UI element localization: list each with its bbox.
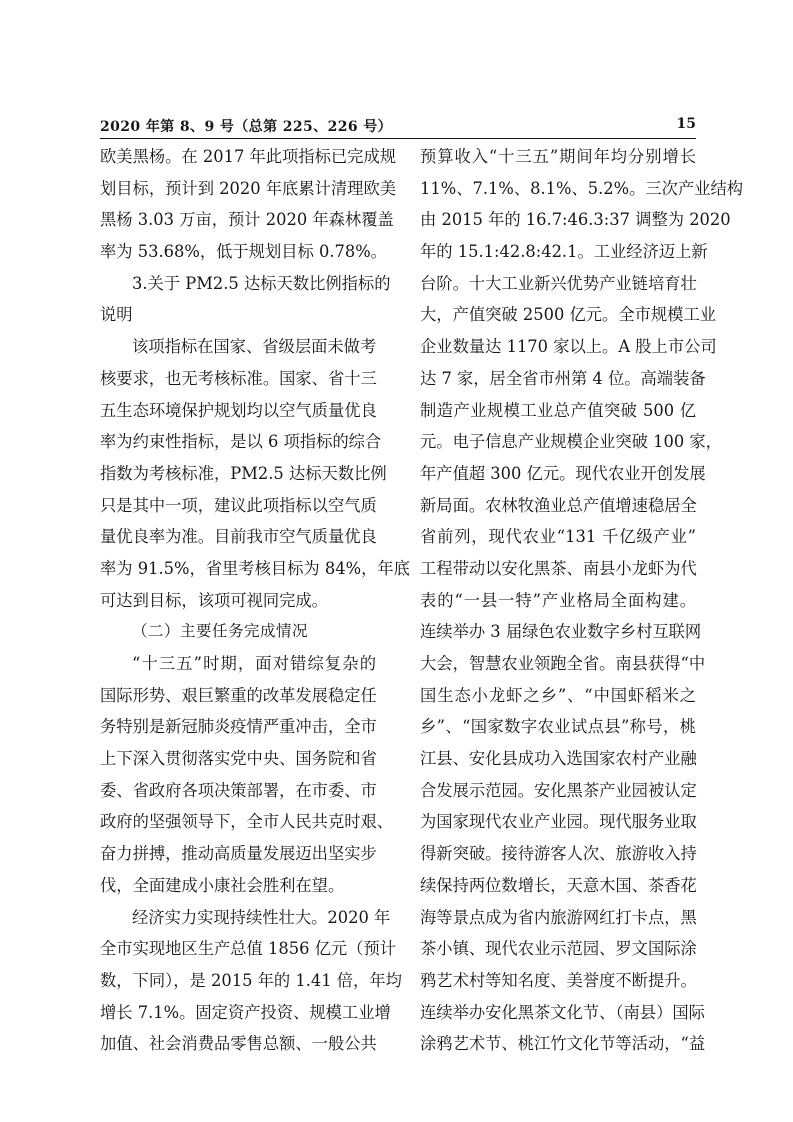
issue-label: 2020 年第 8、9 号（总第 225、226 号） xyxy=(100,119,393,135)
text-line: 由 2015 年的 16.7:46.3:37 调整为 2020 xyxy=(420,210,731,230)
text-line: 全市实现地区生产总值 1856 亿元（预计 xyxy=(100,939,397,959)
text-line: 制造产业规模工业总产值突破 500 亿 xyxy=(420,400,696,420)
text-line: 五生态环境保护规划均以空气质量优良 xyxy=(100,400,377,420)
text-line: 增长 7.1%。固定资产投资、规模工业增 xyxy=(100,1002,391,1022)
text-line: 3.关于 PM2.5 达标天数比例指标的 xyxy=(132,273,391,293)
text-line: 务特别是新冠肺炎疫情严重冲击，全市 xyxy=(100,717,377,737)
text-line: 率为约束性指标，是以 6 项指标的综合 xyxy=(100,432,382,452)
text-line: 为国家现代农业产业园。现代服务业取 xyxy=(420,812,697,832)
text-line: 经济实力实现持续性壮大。2020 年 xyxy=(132,907,391,927)
text-line: 加值、社会消费品零售总额、一般公共 xyxy=(100,1034,377,1054)
text-line: 只是其中一项，建议此项指标以空气质 xyxy=(100,495,377,515)
text-line: 量优良率为准。目前我市空气质量优良 xyxy=(100,527,377,547)
text-line: 表的“一县一特”产业格局全面构建。 xyxy=(420,590,696,610)
section-subheading: （二）主要任务完成情况 xyxy=(132,622,309,641)
text-line: 伐，全面建成小康社会胜利在望。 xyxy=(100,875,345,895)
text-line: 说明 xyxy=(100,305,133,325)
text-line: 划目标，预计到 2020 年底累计清理欧美 xyxy=(100,178,397,198)
text-line: 鸦艺术村等知名度、美誉度不断提升。 xyxy=(420,970,697,990)
text-line: 海等景点成为省内旅游网红打卡点，黑 xyxy=(420,907,697,927)
text-line: 年的 15.1:42.8:42.1。工业经济迈上新 xyxy=(420,242,708,262)
text-line: “十三五”时期，面对错综复杂的 xyxy=(132,654,376,673)
text-line: 年产值超 300 亿元。现代农业开创发展 xyxy=(420,463,706,483)
text-line: 合发展示范园。安化黑茶产业园被认定 xyxy=(420,780,697,800)
text-line: 江县、安化县成功入选国家农村产业融 xyxy=(420,749,697,769)
text-line: 茶小镇、现代农业示范园、罗文国际涂 xyxy=(420,939,697,959)
text-line: 11%、7.1%、8.1%、5.2%。三次产业结构 xyxy=(420,178,744,198)
left-column xyxy=(100,141,410,1060)
text-line: 大会，智慧农业领跑全省。南县获得“中 xyxy=(420,654,706,673)
text-line: 省前列，现代农业“131 千亿级产业” xyxy=(420,527,696,547)
text-line: 政府的坚强领导下，全市人民共克时艰、 xyxy=(100,812,394,832)
text-line: 达 7 家，居全省市州第 4 位。高端装备 xyxy=(420,368,706,388)
text-line: 国生态小龙虾之乡”、“中国虾稻米之 xyxy=(420,685,696,705)
text-line: 元。电子信息产业规模企业突破 100 家， xyxy=(420,432,722,452)
text-line: 黑杨 3.03 万亩，预计 2020 年森林覆盖 xyxy=(100,210,394,230)
text-line: 工程带动以安化黑茶、南县小龙虾为代 xyxy=(420,558,697,578)
text-line: 续保持两位数增长，天意木国、茶香花 xyxy=(420,875,697,895)
text-line: 企业数量达 1170 家以上。A 股上市公司 xyxy=(420,337,717,357)
text-line: 预算收入“十三五”期间年均分别增长 xyxy=(420,147,696,166)
text-line: 该项指标在国家、省级层面未做考 xyxy=(132,337,377,357)
text-line: 国际形势、艰巨繁重的改革发展稳定任 xyxy=(100,685,377,705)
text-line: 台阶。十大工业新兴优势产业链培育壮 xyxy=(420,273,697,293)
text-line: 指数为考核标准，PM2.5 达标天数比例 xyxy=(100,463,387,483)
text-line: 数，下同），是 2015 年的 1.41 倍，年均 xyxy=(100,970,402,990)
text-line: 大，产值突破 2500 亿元。全市规模工业 xyxy=(420,305,717,325)
running-header xyxy=(100,116,696,139)
text-line: 得新突破。接待游客人次、旅游收入持 xyxy=(420,844,697,864)
text-line: 可达到目标，该项可视同完成。 xyxy=(100,590,328,610)
text-line: 率为 91.5%，省里考核目标为 84%，年底 xyxy=(100,558,410,578)
text-line: 奋力拼搏，推动高质量发展迈出坚实步 xyxy=(100,844,377,864)
text-line: 乡”、“国家数字农业试点县”称号，桃 xyxy=(420,717,696,737)
text-line: 委、省政府各项决策部署，在市委、市 xyxy=(100,780,377,800)
text-line: 连续举办安化黑茶文化节、（南县）国际 xyxy=(420,1002,705,1022)
text-line: 率为 53.68%，低于规划目标 0.78%。 xyxy=(100,242,387,262)
text-line: 新局面。农林牧渔业总产值增速稳居全 xyxy=(420,495,697,515)
text-line: 连续举办 3 届绿色农业数字乡村互联网 xyxy=(420,622,702,642)
text-line: 涂鸦艺术节、桃江竹文化节等活动，“益 xyxy=(420,1034,706,1054)
text-line: 核要求，也无考核标准。国家、省十三 xyxy=(100,368,377,388)
right-column xyxy=(420,141,744,1060)
page-number: 15 xyxy=(676,116,696,132)
text-line: 上下深入贯彻落实党中央、国务院和省 xyxy=(100,749,377,769)
text-line: 欧美黑杨。在 2017 年此项指标已完成规 xyxy=(100,147,397,166)
